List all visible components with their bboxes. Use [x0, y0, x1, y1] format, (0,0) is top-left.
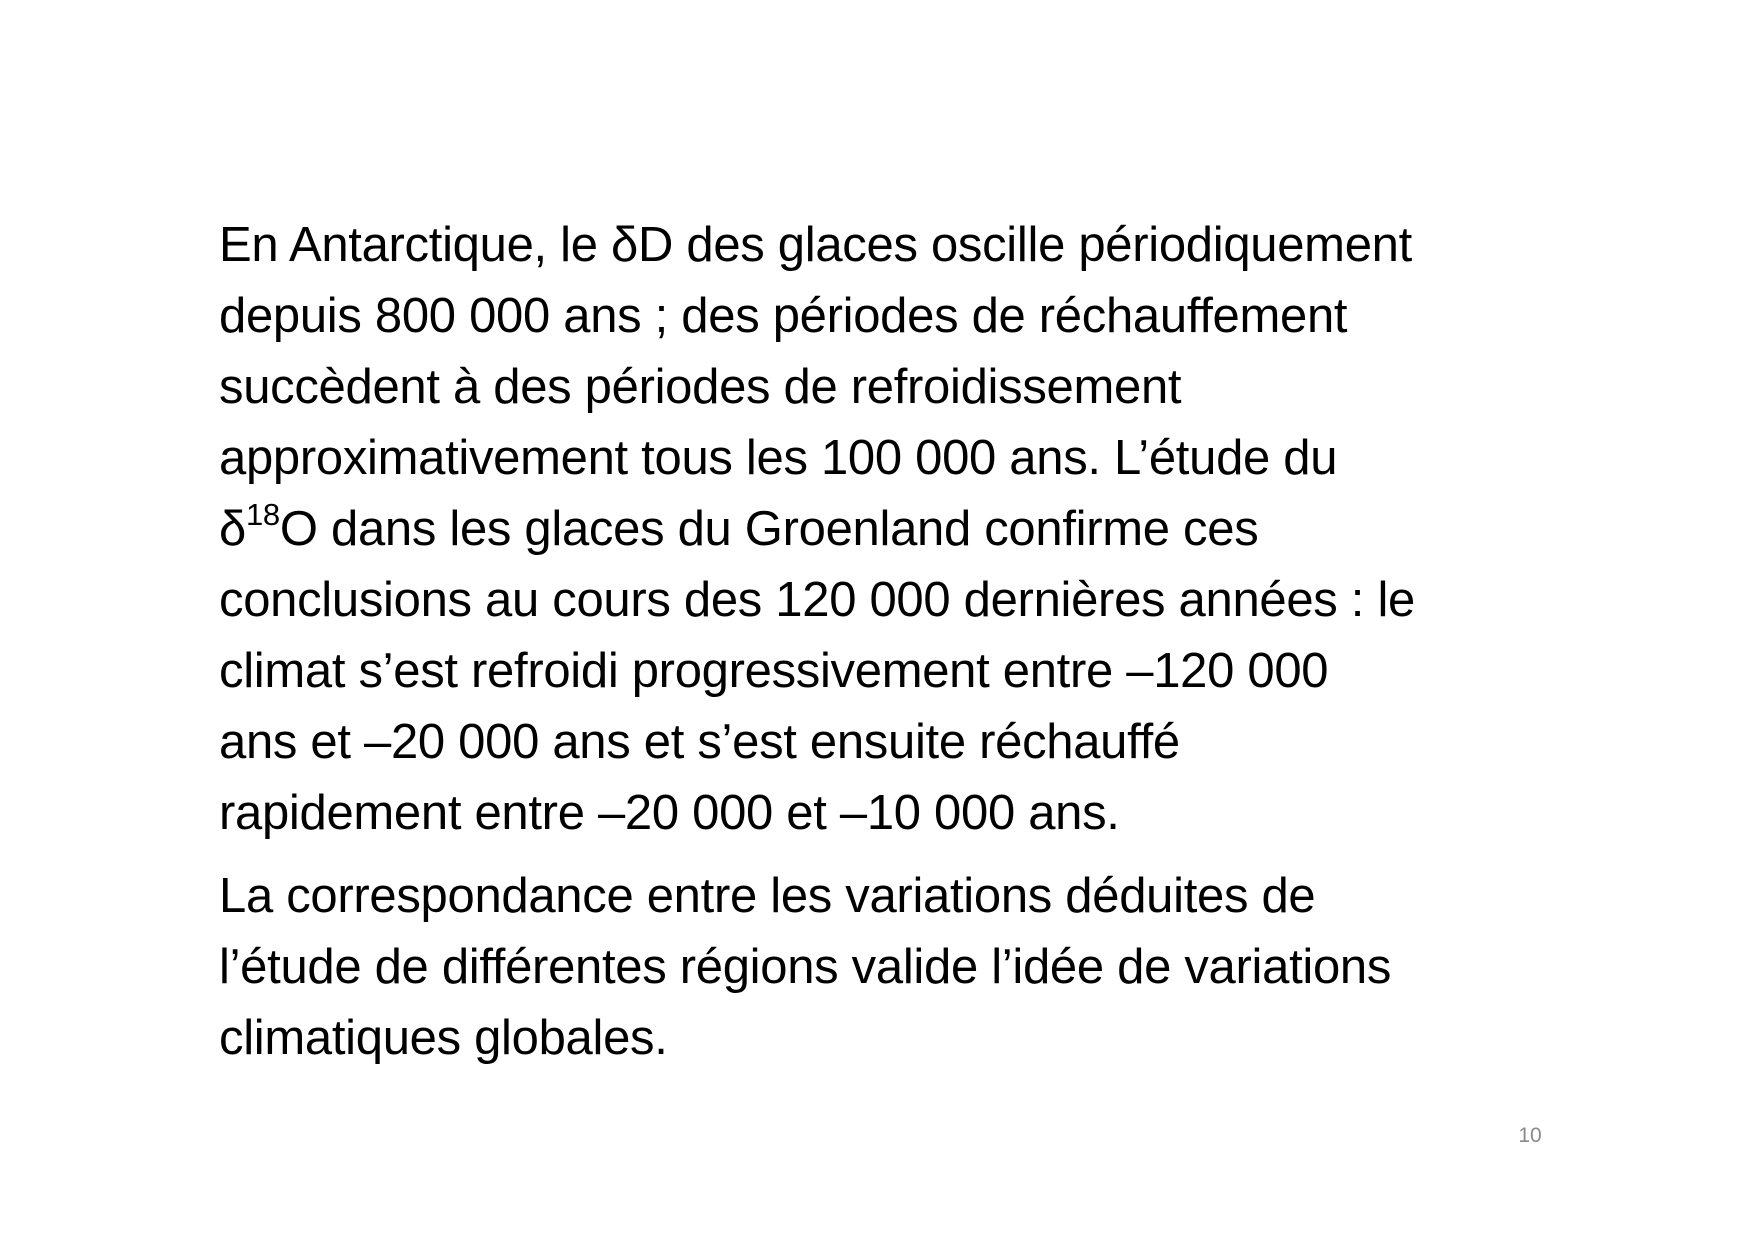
text-line [219, 210, 1599, 281]
text-line: approximativement tous les 100 000 ans. L’étude du [219, 431, 1338, 485]
text-line: climatiques globales. [219, 1011, 668, 1065]
text-segment: O dans les glaces du Groenland confirme ces [279, 502, 1259, 556]
delta-symbol: δ [611, 218, 638, 272]
text-line: l’étude de différentes régions valide l’idée de variations [219, 940, 1392, 994]
text-segment: En Antarctique, le [219, 218, 611, 272]
text-line: rapidement entre –20 000 et –10 000 ans. [219, 786, 1120, 840]
isotope-superscript: 18 [245, 497, 280, 532]
text-line [219, 494, 1599, 565]
slide-body-text [219, 210, 1599, 1074]
text-line: conclusions au cours des 120 000 dernières années : le [219, 573, 1415, 627]
text-line: succèdent à des périodes de refroidissement [219, 360, 1182, 414]
text-segment: D des glaces oscille périodiquement [637, 218, 1412, 272]
delta-symbol: δ [219, 502, 246, 556]
paragraph-ice-core-results [219, 210, 1599, 849]
text-line: depuis 800 000 ans ; des périodes de réchauffement [219, 289, 1348, 343]
page-number: 10 [1518, 1124, 1542, 1147]
text-line: ans et –20 000 ans et s’est ensuite réchauffé [219, 715, 1180, 769]
text-line: La correspondance entre les variations déduites de [219, 869, 1316, 923]
paragraph-global-variations [219, 861, 1599, 1074]
text-line: climat s’est refroidi progressivement entre –120 000 [219, 644, 1329, 698]
